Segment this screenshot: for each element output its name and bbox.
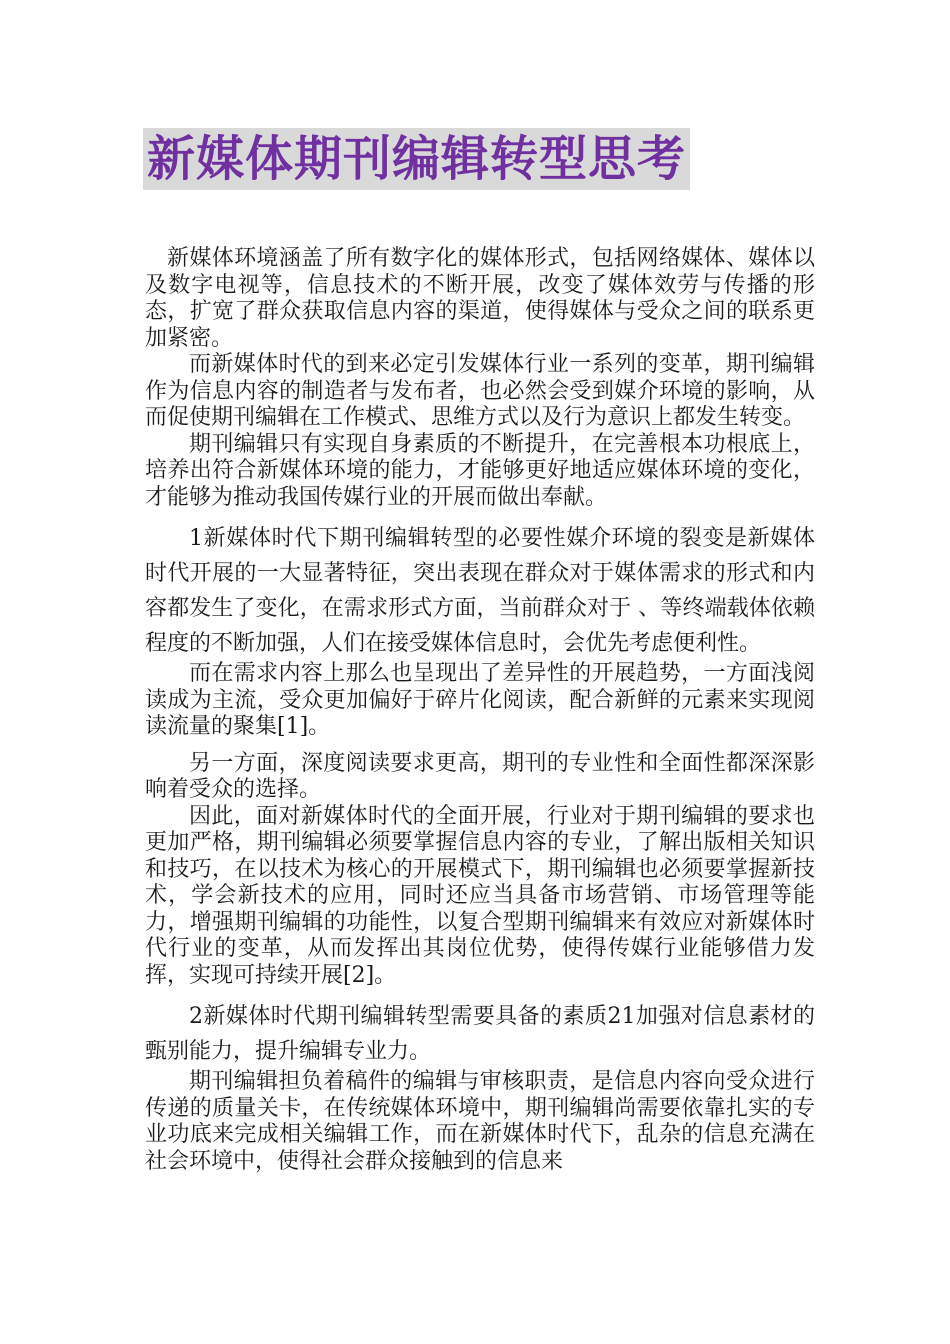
paragraph: 而新媒体时代的到来必定引发媒体行业一系列的变革，期刊编辑作为信息内容的制造者与发布者，也必然会受到媒介环境的影响，从而促使期刊编辑在工作模式、思维方式以及行为意识上都发生转变。 [145,352,815,430]
paragraph: 期刊编辑只有实现自身素质的不断提升，在完善根本功根底上，培养出符合新媒体环境的能力，才能够更好地适应媒体环境的变化，才能够为推动我国传媒行业的开展而做出奉献。 [145,431,815,510]
title-highlight [143,128,690,190]
section-heading-paragraph: 1新媒体时代下期刊编辑转型的必要性媒介环境的裂变是新媒体时代开展的一大显著特征，突出表现在群众对于媒体需求的形式和内容都发生了变化，在需求形式方面，当前群众对于 、等终端载体依赖程度的不断加强，人们在接受媒体信息时，会优先考虑便利性。 [145,526,815,656]
paragraph: 新媒体环境涵盖了所有数字化的媒体形式，包括网络媒体、媒体以及数字电视等，信息技术的不断开展，改变了媒体效劳与传播的形态，扩宽了群众获取信息内容的渠道，使得媒体与受众之间的联系更加紧密。 [145,246,815,351]
document-title: 新媒体期刊编辑转型思考 [147,131,687,187]
paragraph: 另一方面，深度阅读要求更高，期刊的专业性和全面性都深深影响着受众的选择。 [145,750,815,802]
paragraph: 期刊编辑担负着稿件的编辑与审核职责，是信息内容向受众进行传递的质量关卡，在传统媒体环境中，期刊编辑尚需要依靠扎实的专业功底来完成相关编辑工作，而在新媒体时代下，乱杂的信息充满在社会环境中，使得社会群众接触到的信息来 [145,1069,815,1174]
paragraph: 因此，面对新媒体时代的全面开展，行业对于期刊编辑的要求也更加严格，期刊编辑必须要掌握信息内容的专业，了解出版相关知识和技巧，在以技术为核心的开展模式下，期刊编辑也必须要掌握新技术，学会新技术的应用，同时还应当具备市场营销、市场管理等能力，增强期刊编辑的功能性，以复合型期刊编辑来有效应对新媒体时代行业的变革，从而发挥出其岗位优势，使得传媒行业能够借力发挥，实现可持续开展[2]。 [145,803,815,988]
paragraph: 而在需求内容上那么也呈现出了差异性的开展趋势，一方面浅阅读成为主流，受众更加偏好于碎片化阅读，配合新鲜的元素来实现阅读流量的聚集[1]。 [145,661,815,739]
section-heading-paragraph: 2新媒体时代期刊编辑转型需要具备的素质21加强对信息素材的甄别能力，提升编辑专业力。 [145,1004,815,1064]
document-body [145,246,815,1175]
